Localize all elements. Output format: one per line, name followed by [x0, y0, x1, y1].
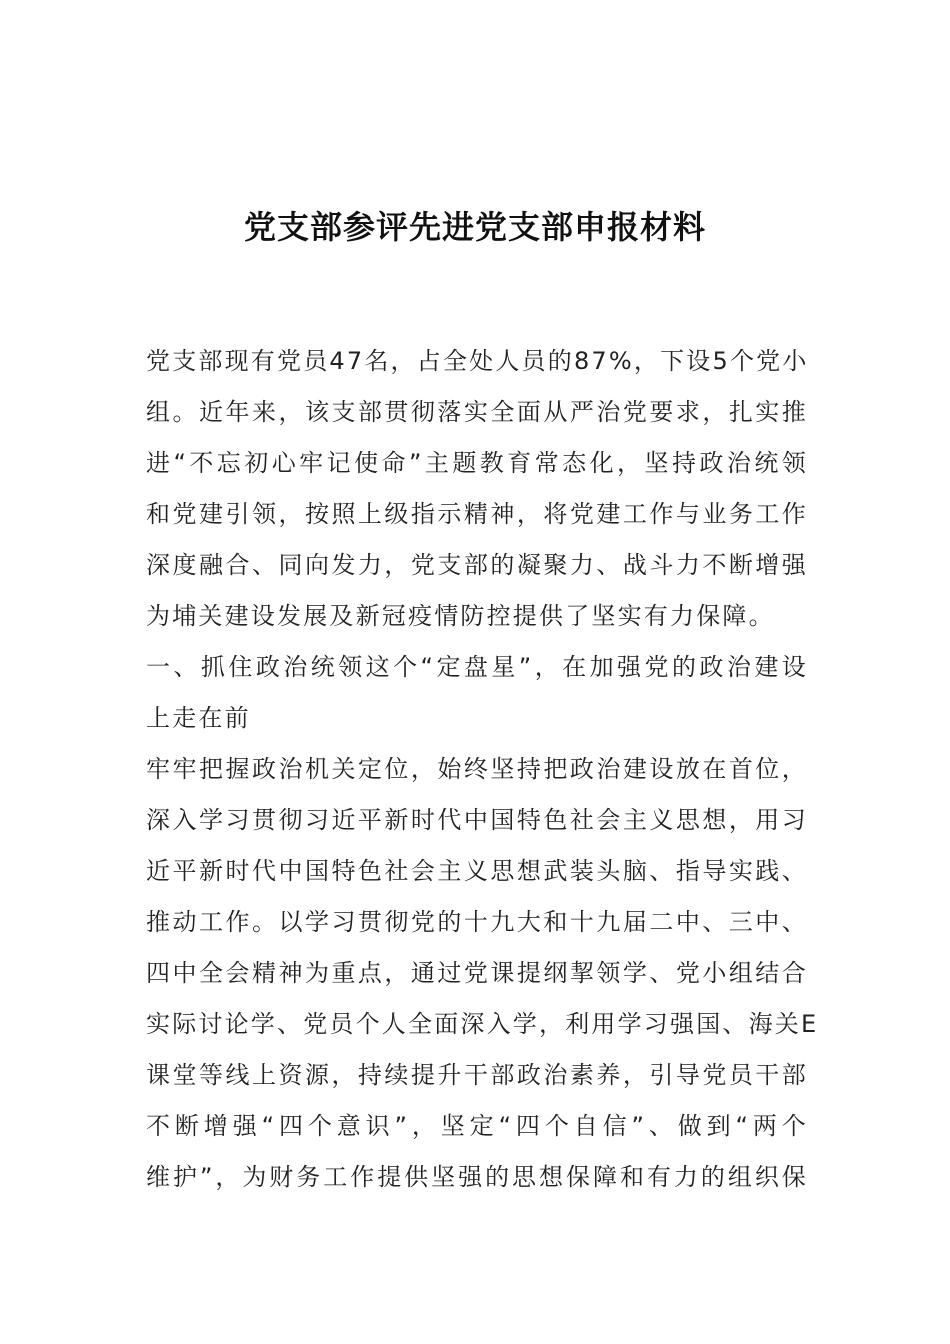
body-line: 为埔关建设发展及新冠疫情防控提供了坚实有力保障。	[146, 602, 775, 630]
body-line: 课堂等线上资源，持续提升干部政治素养，引导党员干部	[146, 1061, 808, 1089]
body-line: 党支部现有党员47名，占全处人员的87%，下设5个党小	[146, 347, 809, 375]
body-line: 组。近年来，该支部贯彻落实全面从严治党要求，扎实推	[146, 398, 808, 426]
body-line: 实际讨论学、党员个人全面深入学，利用学习强国、海关E	[146, 1010, 819, 1038]
body-line: 近平新时代中国特色社会主义思想武装头脑、指导实践、	[146, 857, 808, 885]
document-title: 党支部参评先进党支部申报材料	[243, 208, 706, 246]
body-line: 深入学习贯彻习近平新时代中国特色社会主义思想，用习	[146, 806, 808, 834]
section-heading-line: 一、抓住政治统领这个“定盘星”，在加强党的政治建设	[146, 653, 808, 681]
body-line: 牢牢把握政治机关定位，始终坚持把政治建设放在首位，	[146, 755, 808, 783]
body-line: 维护”，为财务工作提供坚强的思想保障和有力的组织保	[146, 1163, 808, 1191]
body-line: 不断增强“四个意识”，坚定“四个自信”、做到“两个	[146, 1112, 808, 1140]
body-line: 进“不忘初心牢记使命”主题教育常态化，坚持政治统领	[146, 449, 808, 477]
section-heading-line: 上走在前	[146, 704, 251, 732]
body-line: 深度融合、同向发力，党支部的凝聚力、战斗力不断增强	[146, 551, 808, 579]
document-body	[146, 336, 819, 1203]
body-line: 四中全会精神为重点，通过党课提纲挈领学、党小组结合	[146, 959, 808, 987]
body-line: 和党建引领，按照上级指示精神，将党建工作与业务工作	[146, 500, 808, 528]
body-line: 推动工作。以学习贯彻党的十九大和十九届二中、三中、	[146, 908, 808, 936]
